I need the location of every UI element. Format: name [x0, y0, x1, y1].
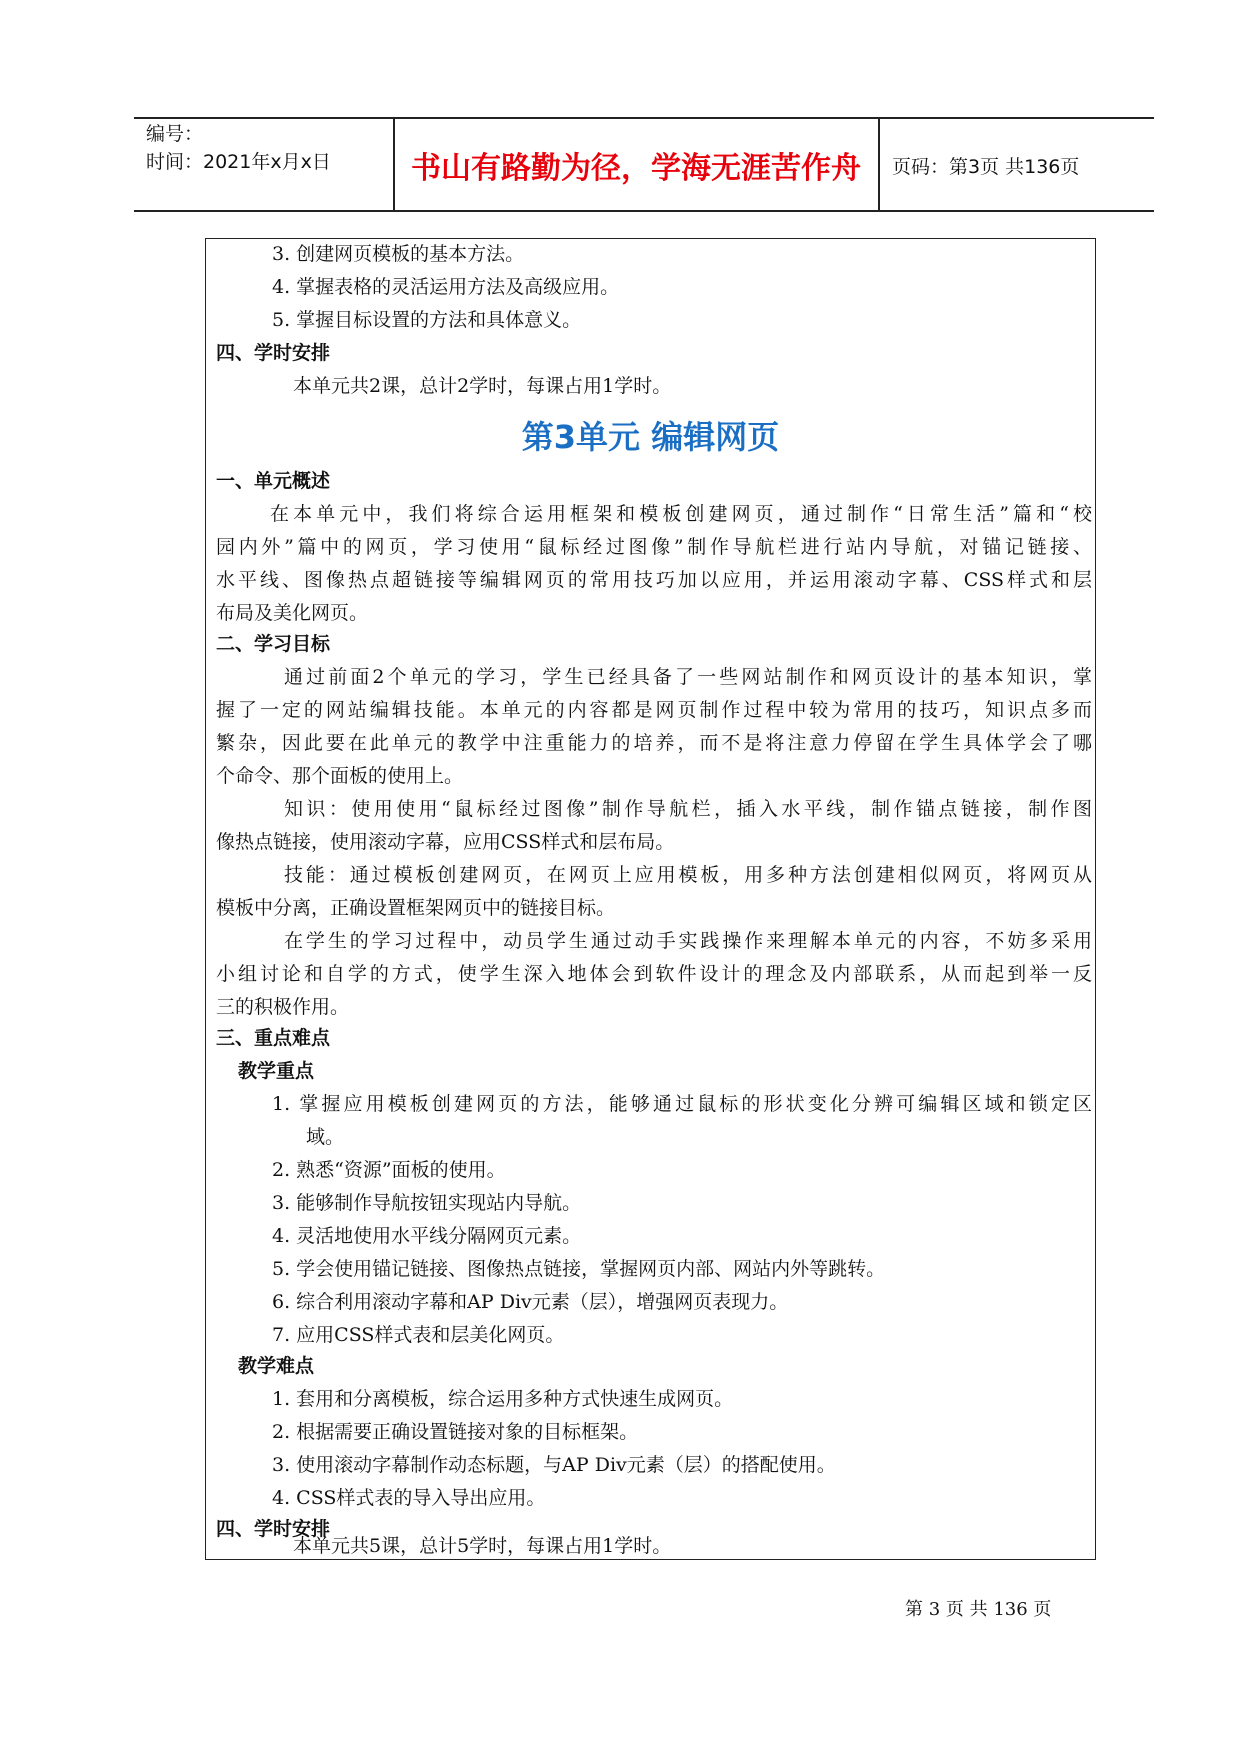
list-item: 3. 使用滚动字幕制作动态标题，与AP Div元素（层）的搭配使用。 [272, 1454, 836, 1476]
paragraph-line: 三的积极作用。 [216, 996, 350, 1018]
list-item: 2. 熟悉“资源”面板的使用。 [272, 1159, 506, 1181]
paragraph-line: 模板中分离，正确设置框架网页中的链接目标。 [216, 897, 616, 919]
paragraph-line: 像热点链接，使用滚动字幕，应用CSS样式和层布局。 [216, 831, 675, 853]
list-item: 1. 掌握应用模板创建网页的方法，能够通过鼠标的形状变化分辨可编辑区域和锁定区 [272, 1093, 1092, 1115]
section-heading: 四、学时安排 [216, 1518, 331, 1540]
section-heading: 二、学习目标 [216, 633, 331, 655]
header-time-label: 时间：2021年x月x日 [146, 151, 331, 173]
paragraph-line: 小组讨论和自学的方式，使学生深入地体会到软件设计的理念及内部联系，从而起到举一反 [216, 963, 1092, 985]
list-item: 4. 掌握表格的灵活运用方法及高级应用。 [272, 276, 620, 298]
list-item: 5. 掌握目标设置的方法和具体意义。 [272, 309, 582, 331]
list-item: 2. 根据需要正确设置链接对象的目标框架。 [272, 1421, 639, 1443]
list-item: 5. 学会使用锚记链接、图像热点链接，掌握网页内部、网站内外等跳转。 [272, 1258, 886, 1280]
list-item: 7. 应用CSS样式表和层美化网页。 [272, 1324, 565, 1346]
list-item: 3. 能够制作导航按钮实现站内导航。 [272, 1192, 582, 1214]
header-divider-right [878, 118, 880, 211]
header-motto: 书山有路勤为径，学海无涯苦作舟 [411, 151, 861, 186]
sub-heading: 教学难点 [238, 1355, 315, 1377]
paragraph-line: 技能：通过模板创建网页，在网页上应用模板，用多种方法创建相似网页，将网页从 [284, 864, 1092, 886]
paragraph-line: 握了一定的网站编辑技能。本单元的内容都是网页制作过程中较为常用的技巧，知识点多而 [216, 699, 1092, 721]
section-heading: 一、单元概述 [216, 470, 331, 492]
header-page-info: 页码：第3页 共136页 [892, 155, 1080, 178]
paragraph-line: 个命令、那个面板的使用上。 [216, 765, 464, 787]
list-item: 域。 [306, 1126, 345, 1148]
paragraph-line: 在学生的学习过程中，动员学生通过动手实践操作来理解本单元的内容，不妨多采用 [284, 930, 1092, 952]
header-top-rule [134, 117, 1154, 119]
paragraph-line: 园内外”篇中的网页，学习使用“鼠标经过图像”制作导航栏进行站内导航，对锚记链接、 [216, 536, 1092, 558]
section-heading: 四、学时安排 [216, 342, 331, 364]
header-divider-left [393, 118, 395, 211]
paragraph-line: 在本单元中，我们将综合运用框架和模板创建网页，通过制作“日常生活”篇和“校 [270, 503, 1092, 525]
sub-heading: 教学重点 [238, 1060, 315, 1082]
list-item: 4. CSS样式表的导入导出应用。 [272, 1487, 546, 1509]
paragraph-line: 布局及美化网页。 [216, 602, 369, 624]
header-meta [146, 120, 331, 176]
paragraph-line: 本单元共5课，总计5学时，每课占用1学时。 [293, 1535, 672, 1557]
unit-title: 第3单元 编辑网页 [521, 418, 780, 456]
paragraph-line: 知识：使用使用“鼠标经过图像”制作导航栏，插入水平线，制作锚点链接，制作图 [284, 798, 1092, 820]
section-heading: 三、重点难点 [216, 1027, 331, 1049]
paragraph-line: 本单元共2课，总计2学时，每课占用1学时。 [293, 375, 672, 397]
list-item: 1. 套用和分离模板，综合运用多种方式快速生成网页。 [272, 1388, 734, 1410]
list-item: 6. 综合利用滚动字幕和AP Div元素（层），增强网页表现力。 [272, 1291, 789, 1313]
list-item: 4. 灵活地使用水平线分隔网页元素。 [272, 1225, 582, 1247]
list-item: 3. 创建网页模板的基本方法。 [272, 243, 525, 265]
header-number-label: 编号： [146, 123, 204, 145]
header-bottom-rule [134, 210, 1154, 212]
paragraph-line: 水平线、图像热点超链接等编辑网页的常用技巧加以应用，并运用滚动字幕、CSS样式和层 [216, 569, 1092, 591]
paragraph-line: 通过前面2个单元的学习，学生已经具备了一些网站制作和网页设计的基本知识，掌 [284, 666, 1092, 688]
page-footer: 第 3 页 共 136 页 [905, 1599, 1052, 1620]
paragraph-line: 繁杂，因此要在此单元的教学中注重能力的培养，而不是将注意力停留在学生具体学会了哪 [216, 732, 1092, 754]
